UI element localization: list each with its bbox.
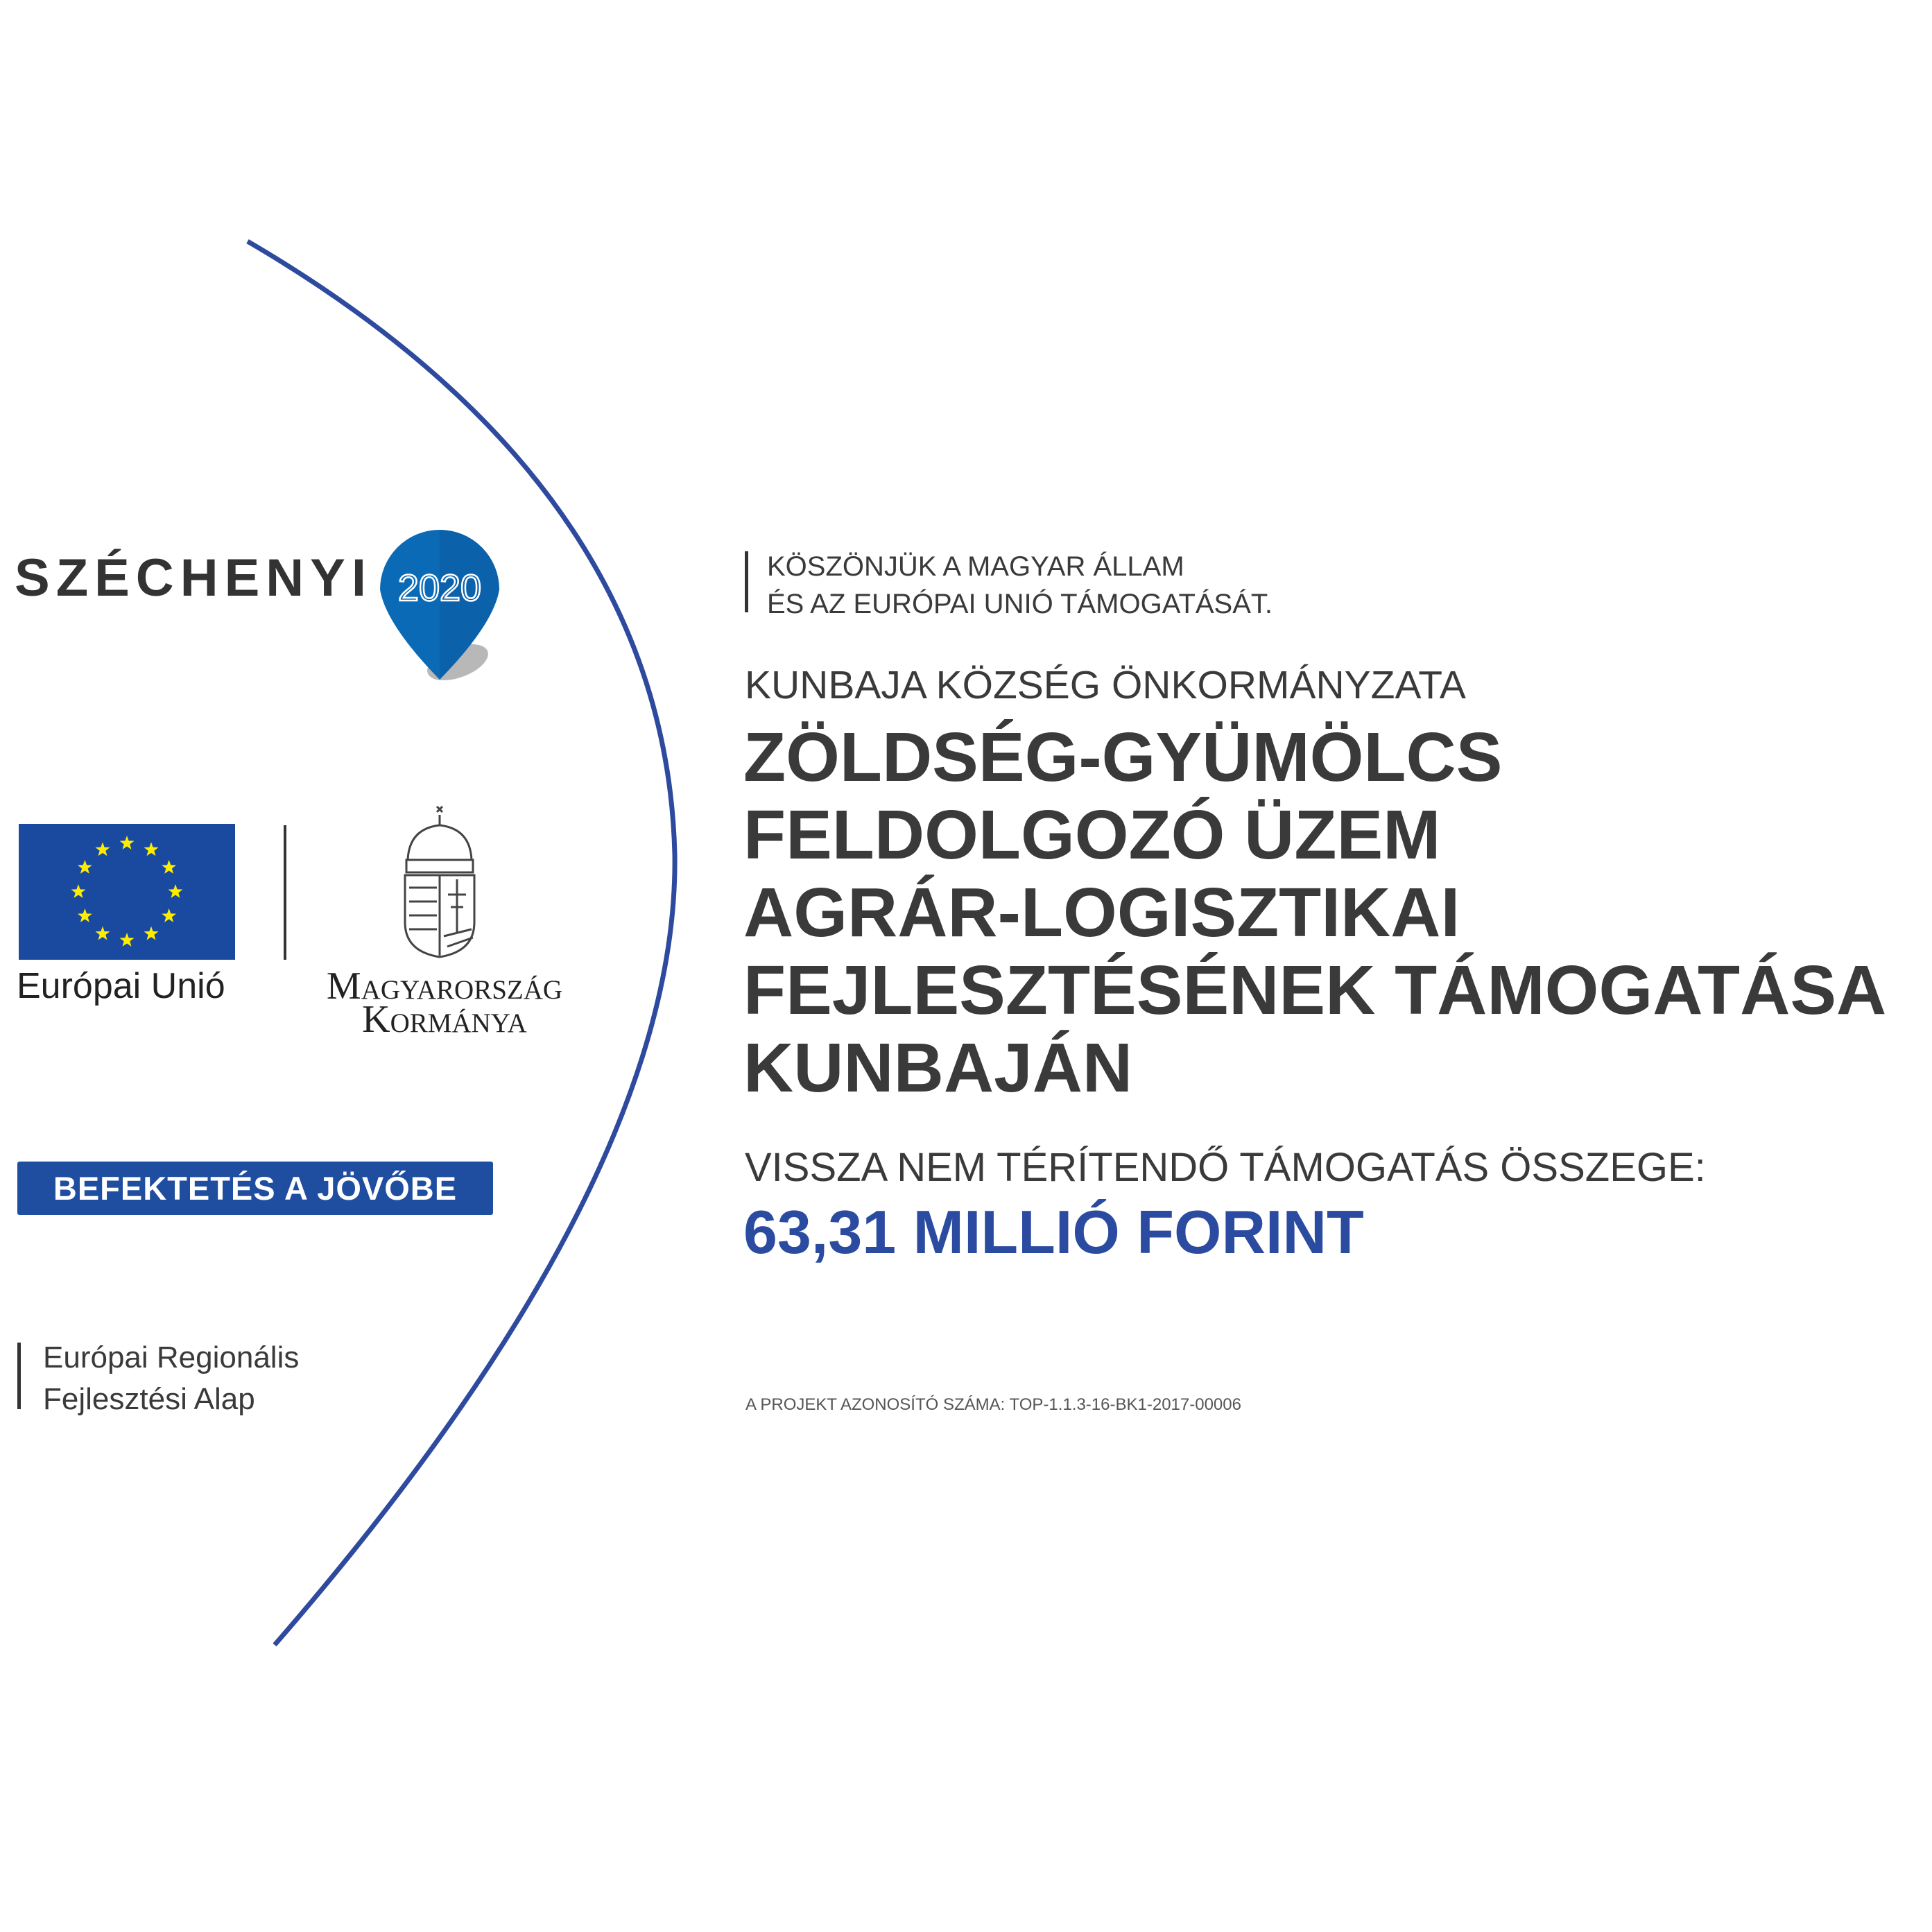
gov-line-2: Kormánya	[362, 998, 527, 1041]
title-line: ZÖLDSÉG-GYÜMÖLCS	[743, 718, 1503, 796]
title-line: FELDOLGOZÓ ÜZEM	[743, 796, 1441, 874]
project-id: A PROJEKT AZONOSÍTÓ SZÁMA: TOP-1.1.3-16-BK1-2017-00006	[745, 1395, 1241, 1414]
government-label	[313, 965, 576, 1041]
szechenyi-logo-text: SZÉCHENYI	[15, 549, 372, 607]
invest-in-future-badge: BEFEKTETÉS A JÖVŐBE	[17, 1162, 493, 1215]
coat-of-arms-icon	[405, 807, 474, 957]
fund-line-1: Európai Regionális	[43, 1340, 300, 1374]
location-pin-icon	[380, 530, 499, 687]
fund-name	[43, 1337, 299, 1420]
beneficiary-name: KUNBAJA KÖZSÉG ÖNKORMÁNYZATA	[745, 663, 1466, 707]
year-2020: 2020	[397, 567, 482, 609]
title-line: KUNBAJÁN	[743, 1029, 1133, 1107]
eu-flag-icon	[19, 824, 235, 960]
thanks-divider	[745, 551, 748, 612]
title-line: FEJLESZTÉSÉNEK TÁMOGATÁSA	[743, 951, 1887, 1029]
project-title	[743, 718, 1886, 1107]
fund-line-2: Fejlesztési Alap	[43, 1382, 255, 1416]
grant-amount: 63,31 MILLIÓ FORINT	[743, 1198, 1364, 1266]
gov-line-1: Magyarország	[326, 965, 563, 1008]
grant-label: VISSZA NEM TÉRÍTENDŐ TÁMOGATÁS ÖSSZEGE:	[745, 1145, 1706, 1190]
thanks-line-2: ÉS AZ EURÓPAI UNIÓ TÁMOGATÁSÁT.	[767, 589, 1273, 619]
thanks-text	[767, 548, 1273, 623]
fund-divider	[17, 1343, 21, 1409]
thanks-line-1: KÖSZÖNJÜK A MAGYAR ÁLLAM	[767, 551, 1184, 582]
title-line: AGRÁR-LOGISZTIKAI	[743, 874, 1460, 951]
eu-label: Európai Unió	[17, 966, 225, 1006]
